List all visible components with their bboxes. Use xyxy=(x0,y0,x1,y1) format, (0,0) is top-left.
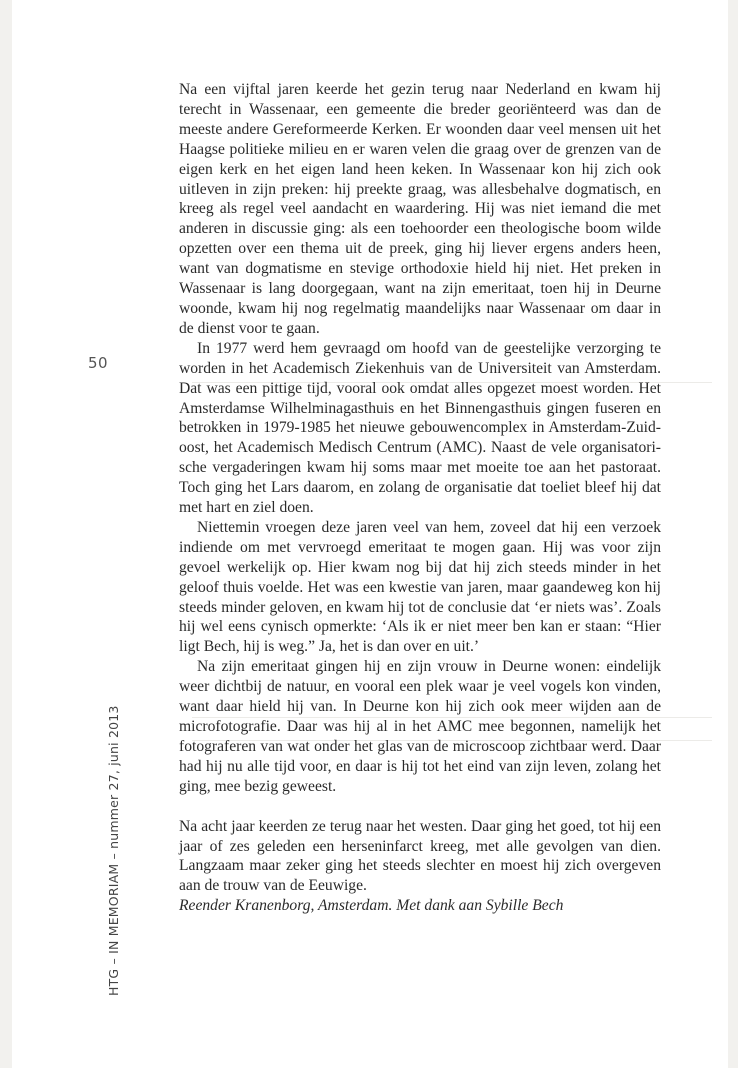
paragraph: In 1977 werd hem gevraagd om hoofd van de geestelijke verzorging te worden in het Academisch Ziekenhuis van de Universiteit van Amsterdam. Dat was een pittige tijd, vooral ook omdat alles opgezet moest worden. Het Amsterdamse Wilhelminagasthuis en het Binnengasthuis gingen fuseren en betrokken in 1979-1985 het nieuwe gebouwencomplex in Amsterdam-Zuidoost, het Academisch Medisch Centrum (AMC). Naast de vele organisatorische vergaderingen kwam hij soms maar met moeite toe aan het pastoraat. Toch ging het Lars daarom, en zolang de organisatie dat toeliet bleef hij dat met hart en ziel doen. xyxy=(179,339,661,517)
running-head: HTG – IN MEMORIAM – nummer 27, juni 2013 xyxy=(106,705,121,996)
paragraph: Niettemin vroegen deze jaren veel van hem, zoveel dat hij een verzoek indiende om met vervroegd emeritaat te mogen gaan. Hij was voor zijn gevoel werkelijk op. Hier kwam nog bij dat hij zich steeds minder in het geloof thuis voelde. Het was een kwestie van jaren, maar gaandeweg kon hij steeds minder geloven, en kwam hij tot de conclusie dat ‘er niets was’. Zoals hij wel eens cynisch opmerkte: ‘Als ik er niet meer ben kan er staan: “Hier ligt Bech, hij is weg.” Ja, het is dan over en uit.’ xyxy=(179,518,661,656)
article-body xyxy=(179,80,661,916)
paragraph: Na acht jaar keerden ze terug naar het westen. Daar ging het goed, tot hij een jaar of zes geleden een herseninfarct kreeg, met alle gevolgen van dien. Langzaam maar zeker ging het steeds slechter en moest hij zich overgeven aan de trouw van de Eeuwige. xyxy=(179,817,661,895)
page-number: 50 xyxy=(88,354,109,372)
author-byline: Reender Kranenborg, Amsterdam. Met dank aan Sybille Bech xyxy=(179,897,564,915)
paragraph: Na zijn emeritaat gingen hij en zijn vrouw in Deurne wonen: eindelijk weer dichtbij de natuur, en vooral een plek waar je veel vogels kon vinden, want daar hield hij van. In Deurne kon hij zich ook meer wijden aan de microfotografie. Daar was hij al in het AMC mee begonnen, namelijk het fotograferen van wat onder het glas van de microscoop zichtbaar werd. Daar had hij nu alle tijd voor, en daar is hij tot het eind van zijn leven, zolang het ging, mee bezig geweest. xyxy=(179,658,661,795)
paragraph: Na een vijftal jaren keerde het gezin terug naar Nederland en kwam hij terecht in Wassenaar, een gemeente die breder georiënteerd was dan de meeste andere Gereformeerde Kerken. Er woonden daar veel mensen uit het Haagse politieke milieu en er waren velen die graag over de grenzen van de eigen kerk en het eigen land heen keken. In Wassenaar kon hij zich ook uitleven in zijn preken: hij preekte graag, was allesbehalve dogmatisch, en kreeg als regel veel aandacht en waardering. Hij was niet iemand die met anderen in discussie ging: als een toehoorder een theologische boom wilde opzetten over een thema uit de preek, ging hij liever ergens anders heen, want van dogmatisme en stevige orthodoxie hield hij niet. Het preken in Wassenaar is lang doorgegaan, want na zijn emeritaat, toen hij in Deurne woonde, kwam hij nog regelmatig maandelijks naar Wassenaar om daar in de dienst voor te gaan. xyxy=(179,81,661,337)
